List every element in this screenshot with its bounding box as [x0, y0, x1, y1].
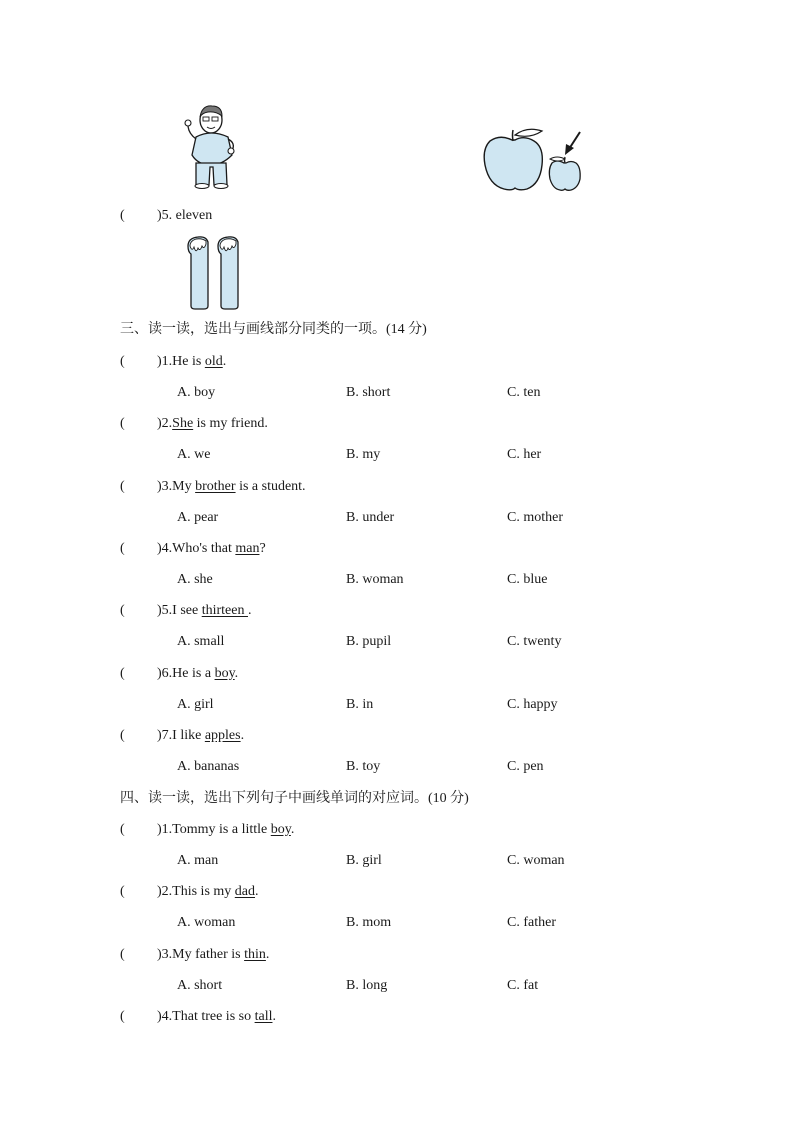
question-number: 2.	[161, 416, 173, 432]
section3-question-7: ( )7.I like apples.	[120, 727, 245, 743]
question-number: 1.	[161, 354, 173, 369]
underlined-word: She	[172, 416, 194, 432]
option-a[interactable]: A. we	[177, 447, 211, 463]
question-text-after: .	[234, 665, 239, 681]
option-b[interactable]: B. woman	[346, 571, 404, 587]
question-text-before: That tree is so	[172, 1008, 255, 1024]
underlined-word: dad	[234, 884, 256, 900]
underlined-word: apples	[204, 727, 241, 743]
question-number: 6.	[161, 665, 173, 681]
option-c[interactable]: C. happy	[507, 696, 558, 712]
section3-question-1: ( )1.He is old.	[120, 354, 227, 369]
option-a[interactable]: A. pear	[177, 509, 219, 525]
answer-blank[interactable]: (	[120, 727, 125, 743]
option-a[interactable]: A. man	[177, 853, 219, 868]
underlined-word: thin	[244, 946, 266, 962]
question-text-before: Who's that	[172, 540, 236, 556]
fat-man-illustration	[182, 103, 242, 189]
answer-blank[interactable]: (	[120, 478, 125, 494]
option-b[interactable]: B. my	[346, 447, 381, 463]
section-3-title: 三、读一读，选出与画线部分同类的一项。(14 分)	[120, 322, 427, 337]
section4-question-2: ( )2.This is my dad.	[120, 884, 259, 900]
underlined-word: boy	[270, 822, 291, 837]
question-number: 4.	[161, 1008, 173, 1024]
answer-blank[interactable]: (	[120, 665, 125, 681]
section3-question-2: ( )2.She is my friend.	[120, 416, 268, 432]
question-text-before: Tommy is a little	[172, 822, 271, 837]
question-text-after: .	[222, 354, 227, 369]
option-c[interactable]: C. her	[507, 447, 542, 463]
option-a[interactable]: A. boy	[177, 385, 216, 400]
answer-blank[interactable]: (	[120, 208, 125, 223]
answer-blank[interactable]: (	[120, 884, 125, 900]
underlined-word: boy	[214, 665, 235, 681]
question-text-before: This is my	[172, 884, 235, 900]
question-text-after: ?	[259, 540, 266, 556]
option-c[interactable]: C. blue	[507, 571, 548, 587]
option-c[interactable]: C. father	[507, 915, 556, 931]
option-a[interactable]: A. bananas	[177, 758, 240, 774]
underlined-word: brother	[195, 478, 236, 494]
option-c[interactable]: C. pen	[507, 758, 544, 774]
apples-illustration	[482, 127, 586, 193]
answer-blank[interactable]: (	[120, 1008, 125, 1024]
question-text-before: My	[172, 478, 196, 494]
section3-question-3: ( )3.My brother is a student.	[120, 478, 306, 494]
answer-blank[interactable]: (	[120, 416, 125, 432]
option-a[interactable]: A. small	[177, 634, 225, 650]
option-a[interactable]: A. woman	[177, 915, 236, 931]
option-b[interactable]: B. mom	[346, 915, 392, 931]
question-number: 4.	[161, 540, 173, 556]
answer-blank[interactable]: (	[120, 540, 125, 556]
option-b[interactable]: B. under	[346, 509, 395, 525]
section3-question-6: ( )6.He is a boy.	[120, 665, 239, 681]
section4-question-3: ( )3.My father is thin.	[120, 946, 270, 962]
question-text-after: .	[255, 884, 259, 900]
question-text-after: .	[290, 822, 295, 837]
question-top-5: ( )5. eleven	[120, 208, 213, 223]
option-b[interactable]: B. in	[346, 696, 374, 712]
question-text-before: I like	[172, 727, 205, 743]
answer-blank[interactable]: (	[120, 354, 125, 369]
option-b[interactable]: B. girl	[346, 853, 382, 868]
underlined-word: thirteen	[201, 603, 248, 619]
question-number: 1.	[161, 822, 173, 837]
option-b[interactable]: B. pupil	[346, 634, 392, 650]
question-text-after: is a student.	[235, 478, 306, 494]
option-a[interactable]: A. girl	[177, 696, 214, 712]
question-text-after: .	[272, 1008, 276, 1024]
option-c[interactable]: C. twenty	[507, 634, 562, 650]
question-number: 3.	[161, 946, 173, 962]
answer-blank[interactable]: (	[120, 603, 125, 619]
question-text-after: .	[265, 946, 270, 962]
question-text-before: He is	[172, 354, 205, 369]
option-c[interactable]: C. fat	[507, 977, 539, 993]
question-number: 7.	[161, 727, 173, 743]
question-text-after: .	[240, 727, 245, 743]
section4-question-1: ( )1.Tommy is a little boy.	[120, 822, 295, 837]
underlined-word: old	[204, 354, 223, 369]
option-b[interactable]: B. short	[346, 385, 391, 400]
question-number: 3.	[161, 478, 173, 494]
option-c[interactable]: C. woman	[507, 853, 565, 868]
question-text-before: My father is	[172, 946, 245, 962]
question-text-before: He is a	[172, 665, 215, 681]
question-number: 2.	[161, 884, 173, 900]
option-b[interactable]: B. long	[346, 977, 388, 993]
option-a[interactable]: A. she	[177, 571, 213, 587]
option-a[interactable]: A. short	[177, 977, 223, 993]
question-text-before: I see	[172, 603, 202, 619]
option-b[interactable]: B. toy	[346, 758, 381, 774]
question-text-after: .	[247, 603, 252, 619]
question-number: 5.	[161, 603, 173, 619]
option-c[interactable]: C. mother	[507, 509, 563, 525]
underlined-word: man	[235, 540, 260, 556]
answer-blank[interactable]: (	[120, 822, 125, 837]
section4-question-4: ( )4.That tree is so tall.	[120, 1008, 276, 1024]
section3-question-5: ( )5.I see thirteen .	[120, 603, 252, 619]
number-eleven-illustration	[184, 236, 244, 310]
section3-question-4: ( )4.Who's that man?	[120, 540, 266, 556]
answer-blank[interactable]: (	[120, 946, 125, 962]
question-text-after: is my friend.	[193, 416, 268, 432]
section-4-title: 四、读一读，选出下列句子中画线单词的对应词。(10 分)	[120, 791, 469, 806]
underlined-word: tall	[254, 1008, 273, 1024]
option-c[interactable]: C. ten	[507, 385, 541, 400]
